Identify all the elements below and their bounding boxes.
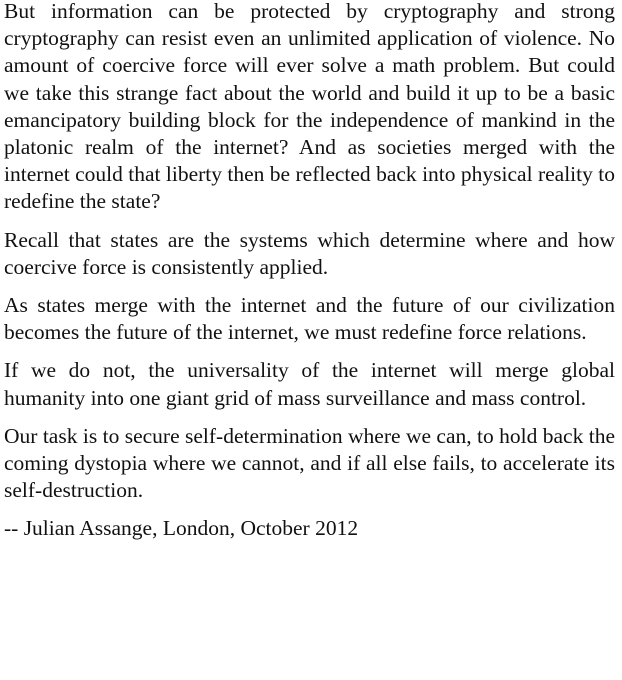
paragraph-force-relations: As states merge with the internet and the future of our civilization becomes the future of the internet, we must redefine force relations. [4,293,615,345]
paragraph-cryptography: But information can be protected by cryptography and strong cryptography can resist even an unlimited application of violence. No amount of coercive force will ever solve a math problem. But could we take this strange fact about the world and build it up to be a basic emancipatory building block for the independence of mankind in the platonic realm of the internet? And as societies merged with the internet could that liberty then be reflected back into physical reality to redefine the state? [4,0,615,214]
attribution-signature: -- Julian Assange, London, October 2012 [4,516,359,541]
paragraph-mass-surveillance: If we do not, the universality of the internet will merge global humanity into one giant grid of mass surveillance and mass control. [4,358,615,410]
paragraph-states-definition: Recall that states are the systems which determine where and how coercive force is consistently applied. [4,227,615,279]
paragraph-self-determination: Our task is to secure self-determination where we can, to hold back the coming dystopia where we cannot, and if all else fails, to accelerate its self-destruction. [4,423,615,503]
